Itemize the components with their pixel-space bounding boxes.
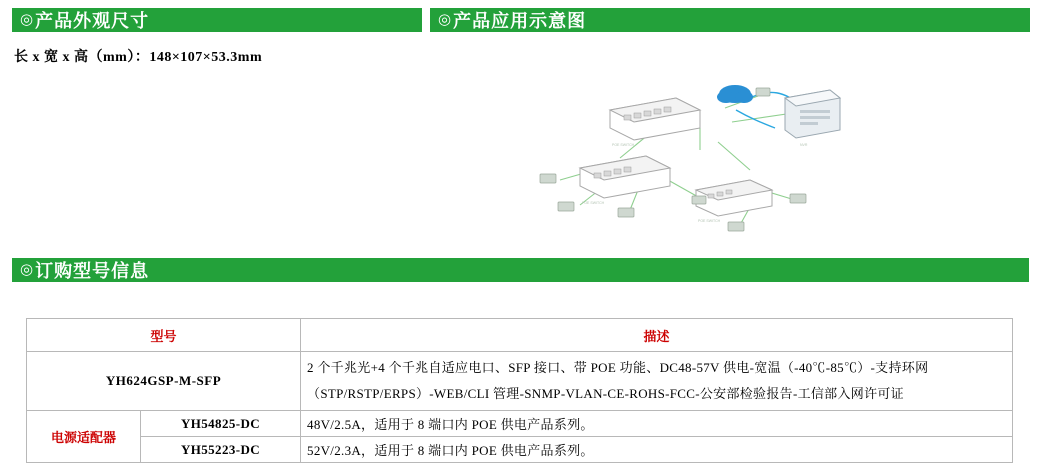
section-title-application: 产品应用示意图 — [453, 11, 587, 31]
server-icon — [785, 90, 840, 138]
section-title-dimensions: 产品外观尺寸 — [35, 11, 150, 31]
switch-icon-1 — [610, 98, 700, 140]
section-header-dimensions — [12, 8, 422, 32]
table-row — [27, 411, 1013, 437]
adapter-group-label: 电源适配器 — [27, 411, 141, 463]
table-header-row — [27, 319, 1013, 352]
table-row — [27, 437, 1013, 463]
svg-text:POE SWITCH: POE SWITCH — [612, 143, 635, 147]
section-title-ordering: 订购型号信息 — [35, 261, 150, 281]
main-product-description — [301, 352, 1013, 411]
section-header-ordering — [12, 258, 1029, 282]
bullet-icon: ◎ — [438, 11, 452, 28]
svg-text:POE SWITCH: POE SWITCH — [698, 219, 721, 223]
adapter-model-1: YH54825-DC — [141, 411, 301, 437]
switch-icon-2 — [580, 156, 670, 198]
section-header-application — [430, 8, 1030, 32]
bullet-icon: ◎ — [20, 11, 34, 28]
ordering-info-table — [26, 318, 1013, 463]
adapter-description-2: 52V/2.3A，适用于 8 端口内 POE 供电产品系列。 — [301, 437, 1013, 463]
application-topology-diagram — [500, 50, 970, 245]
description-line-2: （STP/RSTP/ERPS）-WEB/CLI 管理-SNMP-VLAN-CE-ROHS-FCC-公安部检验报告-工信部入网许可证 — [307, 386, 904, 401]
column-header-description: 描述 — [301, 319, 1013, 352]
main-product-model: YH624GSP-M-SFP — [27, 352, 301, 411]
column-header-model: 型号 — [27, 319, 301, 352]
adapter-description-1: 48V/2.5A，适用于 8 端口内 POE 供电产品系列。 — [301, 411, 1013, 437]
svg-text:POE SWITCH: POE SWITCH — [582, 201, 605, 205]
svg-text:NVR: NVR — [800, 143, 808, 147]
bullet-icon: ◎ — [20, 261, 34, 278]
cloud-icon — [717, 85, 753, 103]
table-row — [27, 352, 1013, 411]
switch-icon-3 — [696, 180, 772, 216]
adapter-model-2: YH55223-DC — [141, 437, 301, 463]
description-line-1: 2 个千兆光+4 个千兆自适应电口、SFP 接口、带 POE 功能、DC48-57V 供电-宽温（-40℃-85℃）-支持环网 — [307, 360, 929, 375]
dimension-spec-text: 长 x 宽 x 高（mm）：148×107×53.3mm — [14, 50, 263, 65]
